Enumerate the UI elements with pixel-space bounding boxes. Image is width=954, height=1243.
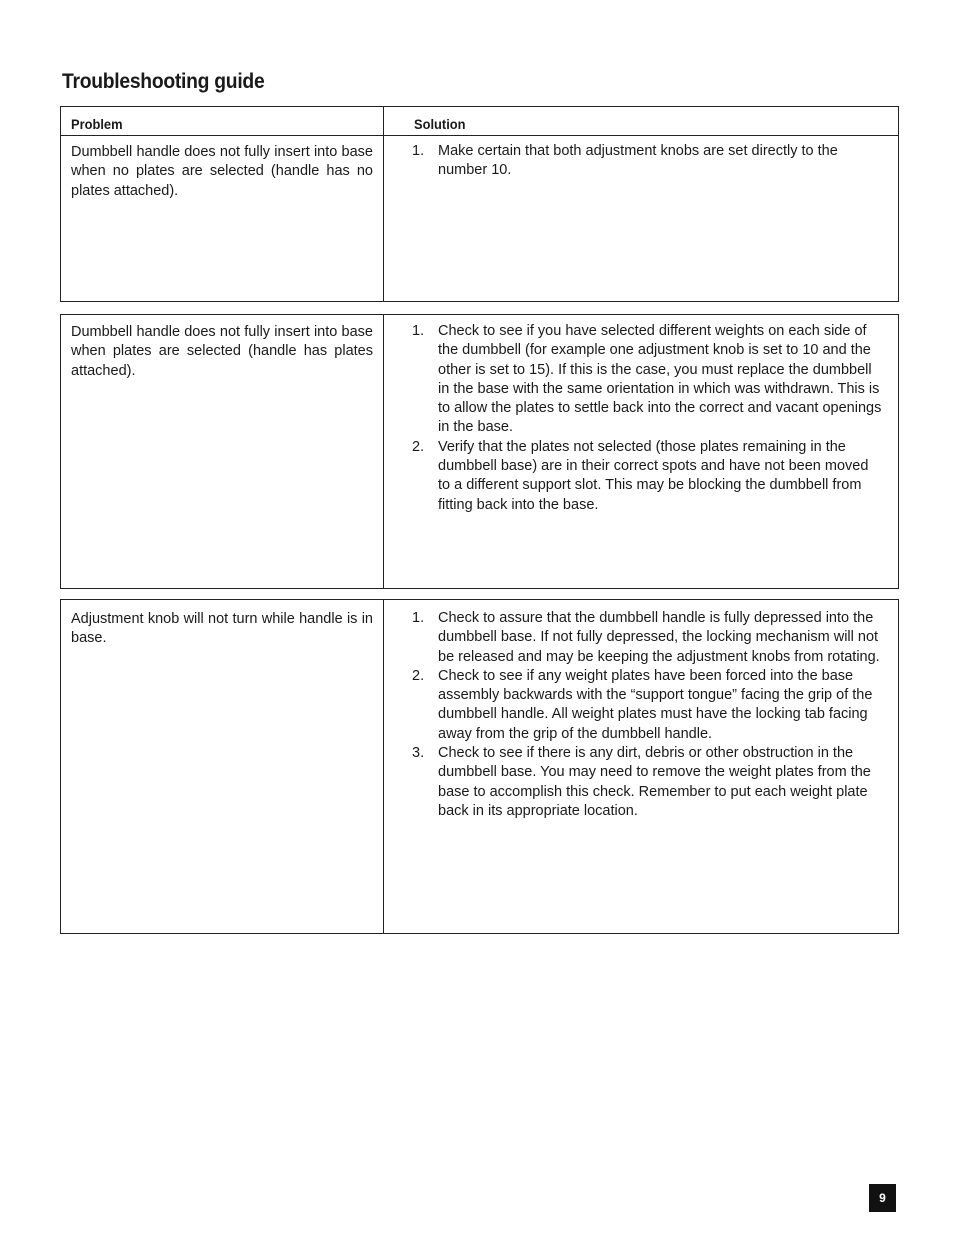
solution-text: Verify that the plates not selected (those plates remaining in the dumbbell base) are in their correct spots and have not been moved to a different support slot. This may be blocking the dumbbell from fitting back into the base. bbox=[438, 438, 869, 513]
page-number-badge: 9 bbox=[869, 1184, 896, 1212]
solution-list bbox=[412, 322, 882, 515]
solution-list bbox=[412, 142, 882, 181]
solution-text: Check to assure that the dumbbell handle is fully depressed into the dumbbell base. If not fully depressed, the locking mechanism will not be released and may be keeping the adjustment knobs from rotating. bbox=[438, 610, 880, 665]
column-divider bbox=[383, 315, 384, 588]
solution-number: 1. bbox=[412, 143, 425, 159]
solution-number: 3. bbox=[412, 745, 425, 762]
solution-item bbox=[412, 142, 882, 181]
solution-number: 1. bbox=[412, 323, 425, 339]
troubleshooting-table-row-2 bbox=[60, 314, 899, 589]
troubleshooting-table-row-3 bbox=[60, 599, 899, 934]
solution-item bbox=[412, 609, 882, 667]
solution-item bbox=[412, 744, 882, 821]
solution-text: Check to see if you have selected different weights on each side of the dumbbell (for example one adjustment knob is set to 10 and the other is set to 15). If this is the case, you must replace the dumbbell in the base with the same orientation in which was withdrawn. This is to allow the plates to settle back into the correct and vacant openings in the base. bbox=[438, 323, 882, 436]
solution-text: Make certain that both adjustment knobs are set directly to the number 10. bbox=[438, 143, 838, 179]
solution-list bbox=[412, 609, 882, 821]
solution-number: 2. bbox=[412, 438, 425, 455]
table-header bbox=[61, 107, 898, 136]
header-solution: Solution bbox=[414, 116, 466, 132]
solution-item bbox=[412, 322, 882, 438]
solution-text: Check to see if any weight plates have been forced into the base assembly backwards with the “support tongue” facing the grip of the dumbbell handle. All weight plates must have the locking tab facing away from the grip of the dumbbell handle. bbox=[438, 667, 873, 742]
page-title: Troubleshooting guide bbox=[62, 70, 265, 93]
solution-item bbox=[412, 438, 882, 515]
troubleshooting-table-row-1 bbox=[60, 106, 899, 302]
column-divider bbox=[383, 600, 384, 933]
problem-text: Dumbbell handle does not fully insert into base when no plates are selected (handle has no plates attached). bbox=[71, 144, 373, 199]
solution-number: 1. bbox=[412, 610, 425, 626]
solution-number: 2. bbox=[412, 667, 425, 684]
problem-text: Dumbbell handle does not fully insert into base when plates are selected (handle has plates attached). bbox=[71, 324, 373, 379]
header-problem: Problem bbox=[71, 116, 123, 132]
solution-item bbox=[412, 667, 882, 744]
solution-text: Check to see if there is any dirt, debris or other obstruction in the dumbbell base. You may need to remove the weight plates from the base to accomplish this check. Remember to put each weight plate back in its appropriate location. bbox=[438, 745, 871, 819]
column-divider bbox=[383, 107, 384, 301]
problem-text: Adjustment knob will not turn while handle is in base. bbox=[71, 611, 373, 647]
